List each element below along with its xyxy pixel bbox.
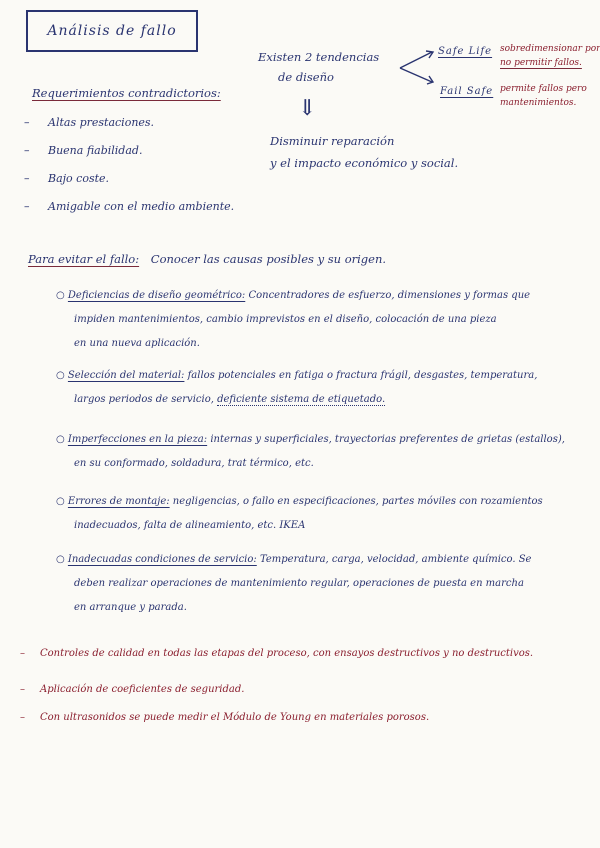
cause-item: ○ Selección del material: fallos potenciales en fatiga o fractura frágil, desgastes, temperatura,	[56, 370, 538, 381]
tendencias-line2: de diseño	[278, 70, 334, 84]
emphasis-text: deficiente sistema de etiquetado.	[217, 394, 386, 405]
cause-line: inadecuados, falta de alineamiento, etc. IKEA	[74, 520, 306, 531]
result-line1: Disminuir reparación	[270, 134, 395, 148]
red-bullet-item: – Aplicación de coeficientes de seguridad.	[20, 684, 245, 695]
red-bullet-item: – Con ultrasonidos se puede medir el Módulo de Young en materiales porosos.	[20, 712, 430, 723]
fail-safe-note-1: permite fallos pero	[500, 84, 587, 94]
cause-line: en una nueva aplicación.	[74, 338, 200, 349]
cause-line: en arranque y parada.	[74, 602, 187, 613]
cause-item: ○ Inadecuadas condiciones de servicio: Temperatura, carga, velocidad, ambiente químico. Se	[56, 554, 532, 565]
down-arrow-icon: ⇓	[298, 96, 317, 121]
requerimiento-item: – Buena fiabilidad.	[24, 144, 143, 157]
evitar-heading-row	[28, 252, 386, 266]
requerimiento-item: – Altas prestaciones.	[24, 116, 155, 129]
page-title: Análisis de fallo	[26, 10, 198, 52]
cause-item: ○ Deficiencias de diseño geométrico: Concentradores de esfuerzo, dimensiones y formas que	[56, 290, 531, 301]
cause-line: impiden mantenimientos, cambio imprevistos en el diseño, colocación de una pieza	[74, 314, 497, 325]
cause-item: ○ Imperfecciones en la pieza: internas y superficiales, trayectorias preferentes de grietas (estallos),	[56, 434, 565, 445]
evitar-intro: Conocer las causas posibles y su origen.	[150, 252, 387, 266]
result-line2: y el impacto económico y social.	[270, 156, 459, 170]
cause-item: ○ Errores de montaje: negligencias, o fallo en especificaciones, partes móviles con rozamientos	[56, 496, 543, 507]
cause-line: largos periodos de servicio, deficiente sistema de etiquetado.	[74, 394, 386, 405]
fail-safe-note-2: mantenimientos.	[500, 98, 577, 108]
evitar-heading: Para evitar el fallo:	[28, 252, 140, 266]
cause-line: en su conformado, soldadura, trat térmico, etc.	[74, 458, 314, 469]
branch-arrows-icon	[396, 46, 438, 88]
safe-life-note-1: sobredimensionar por	[500, 44, 600, 54]
fail-safe-label: Fail Safe	[440, 86, 494, 97]
cause-line: deben realizar operaciones de mantenimiento regular, operaciones de puesta en marcha	[74, 578, 524, 589]
requerimiento-item: – Bajo coste.	[24, 172, 110, 185]
safe-life-label: Safe Life	[438, 46, 493, 57]
safe-life-note-2: no permitir fallos.	[500, 58, 582, 68]
red-bullet-item: – Controles de calidad en todas las etapas del proceso, con ensayos destructivos y no destructivos.	[20, 648, 534, 659]
requerimientos-heading: Requerimientos contradictorios:	[32, 86, 221, 100]
tendencias-line1: Existen 2 tendencias	[258, 50, 380, 64]
requerimiento-item: – Amigable con el medio ambiente.	[24, 200, 235, 213]
